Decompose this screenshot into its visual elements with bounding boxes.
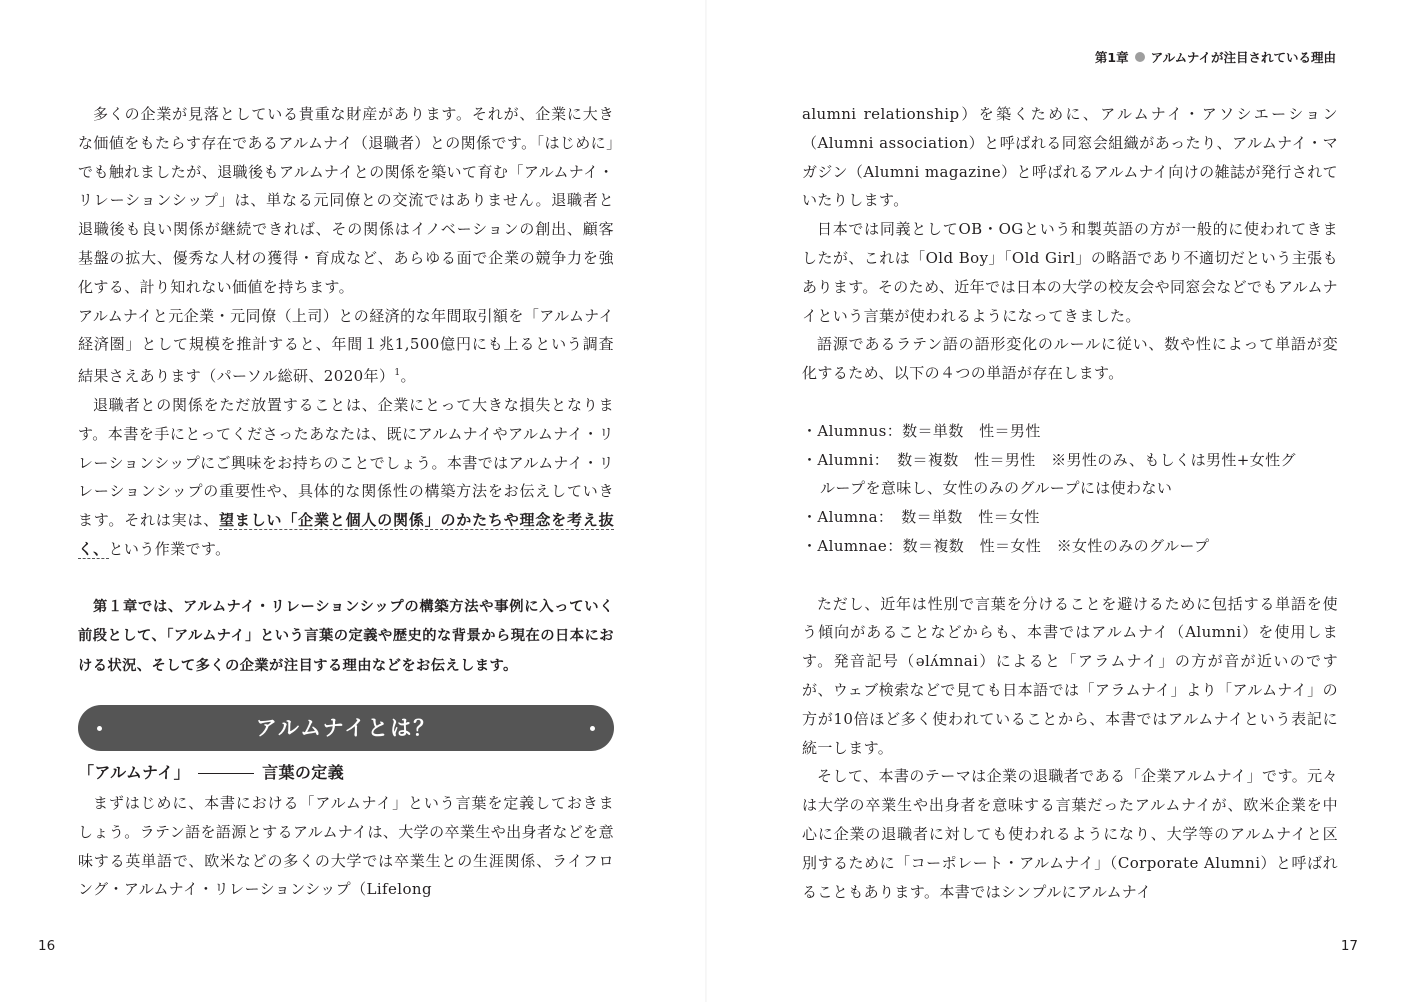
subheading-label: 言葉の定義 xyxy=(262,763,345,783)
subheading-term: 「アルムナイ」 xyxy=(78,763,191,783)
usage-paragraph: ただし、近年は性別で言葉を分けることを避けるために包括する単語を使う傾向があることなどからも、本書ではアルムナイ（Alumni）を使用します。発音記号（əlʌ́mnai）によると「アラムナイ」の方が音が近いのですが、ウェブ検索などで見ても日本語では「アラムナイ」より「アルムナイ」の方が10倍ほど多く使われていることから、本書ではアルムナイという表記に統一します。 xyxy=(802,594,1338,757)
header-bullet-icon xyxy=(1135,52,1145,62)
etymology-paragraph: 語源であるラテン語の語形変化のルールに従い、数や性によって単語が変化するため、以下の４つの単語が存在します。 xyxy=(802,335,1338,383)
spacer xyxy=(802,388,1338,417)
header-title: アルムナイが注目されている理由 xyxy=(1150,50,1336,65)
economy-paragraph: アルムナイと元企業・元同僚（上司）との経済的な年間取引額を「アルムナイ経済圏」として規模を推計すると、年間１兆1,500億円にも上るという調査結果さえあります（パーソル総研、2020年）$^1$。 xyxy=(78,306,614,386)
list-item: ・Alumnus：数＝単数 性＝男性 xyxy=(802,421,1041,440)
word-form-list xyxy=(802,417,1338,561)
list-item: ・Alumna： 数＝単数 性＝女性 xyxy=(802,508,1040,527)
association-paragraph: alumni relationship）を築くために、アルムナイ・アソシエーション（Alumni association）と呼ばれる同窓会組織があったり、アルムナイ・マガジン（Alumni magazine）と呼ばれるアルムナイ向けの雑誌が発行されていたりします。 xyxy=(802,105,1338,210)
footnote-mark: 1 xyxy=(394,368,401,379)
chapter-lead: 第１章では、アルムナイ・リレーションシップの構築方法や事例に入っていく前段として、「アルムナイ」という言葉の定義や歴史的な背景から現在の日本における状況、そして多くの企業が注目する理由などをお伝えします。 xyxy=(78,598,614,674)
section-banner xyxy=(78,705,614,751)
key-phrase: 望ましい「企業と個人の関係」のかたちや理念を考え抜く、 xyxy=(78,511,614,558)
corporate-alumni-paragraph: そして、本書のテーマは企業の退職者である「企業アルムナイ」です。元々は大学の卒業生や出身者を意味する言葉だったアルムナイが、欧米企業を中心に企業の退職者に対しても使われるようになり、大学等のアルムナイと区別するために「コーポレート・アルムナイ」（Corporate Alumni）と呼ばれることもあります。本書ではシンプルにアルムナイ xyxy=(802,767,1338,901)
page-number-left: 16 xyxy=(38,938,56,954)
header-chapter: 第1章 xyxy=(1094,50,1129,65)
intro-paragraph: 多くの企業が見落としている貴重な財産があります。それが、企業に大きな価値をもたらす存在であるアルムナイ（退職者）との関係です。「はじめに」でも触れましたが、退職後もアルムナイとの関係を築いて育む「アルムナイ・リレーションシップ」は、単なる元同僚との交流ではありません。退職者と退職後も良い関係が継続できれば、その関係はイノベーションの創出、顧客基盤の拡大、優秀な人材の獲得・育成など、あらゆる面で企業の競争力を強化する、計り知れない価値を持ちます。 xyxy=(78,105,614,296)
list-item-continuation: ループを意味し、女性のみのグループには使わない xyxy=(820,479,1173,498)
definition-paragraph: まずはじめに、本書における「アルムナイ」という言葉を定義しておきましょう。ラテン語を語源とするアルムナイは、大学の卒業生や出身者などを意味する英単語で、欧米などの多くの大学では卒業生との生涯関係、ライフロング・アルムナイ・リレーションシップ（Lifelong xyxy=(78,794,614,899)
banner-dot-left xyxy=(97,726,102,731)
obog-paragraph: 日本では同義としてOB・OGという和製英語の方が一般的に使われてきましたが、これは「Old Boy」「Old Girl」の略語であり不適切だという主張もあります。そのため、近年では日本の大学の校友会や同窓会などでもアルムナイという言葉が使われるようになってきました。 xyxy=(802,220,1338,325)
right-text-block xyxy=(802,100,1338,906)
right-page xyxy=(706,0,1412,1002)
list-item: ・Alumni： 数＝複数 性＝男性 ※男性のみ、もしくは男性+女性グ xyxy=(802,450,1296,469)
page-number-right: 17 xyxy=(1340,938,1358,954)
banner-dot-right xyxy=(590,726,595,731)
running-header xyxy=(1095,48,1336,66)
subheading-dash xyxy=(198,773,254,774)
subheading xyxy=(78,757,614,789)
list-item: ・Alumnae：数＝複数 性＝女性 ※女性のみのグループ xyxy=(802,536,1210,555)
left-text-block xyxy=(78,100,614,904)
section-title: アルムナイとは？ xyxy=(255,715,437,740)
spacer xyxy=(802,561,1338,590)
loss-paragraph: 退職者との関係をただ放置することは、企業にとって大きな損失となります。本書を手にとってくださったあなたは、既にアルムナイやアルムナイ・リレーションシップにご興味をお持ちのことでしょう。本書ではアルムナイ・リレーションシップの重要性や、具体的な関係性の構築方法をお伝えしていきます。それは実は、望ましい「企業と個人の関係」のかたちや理念を考え抜く、という作業です。 xyxy=(78,395,614,558)
spacer xyxy=(78,564,614,593)
